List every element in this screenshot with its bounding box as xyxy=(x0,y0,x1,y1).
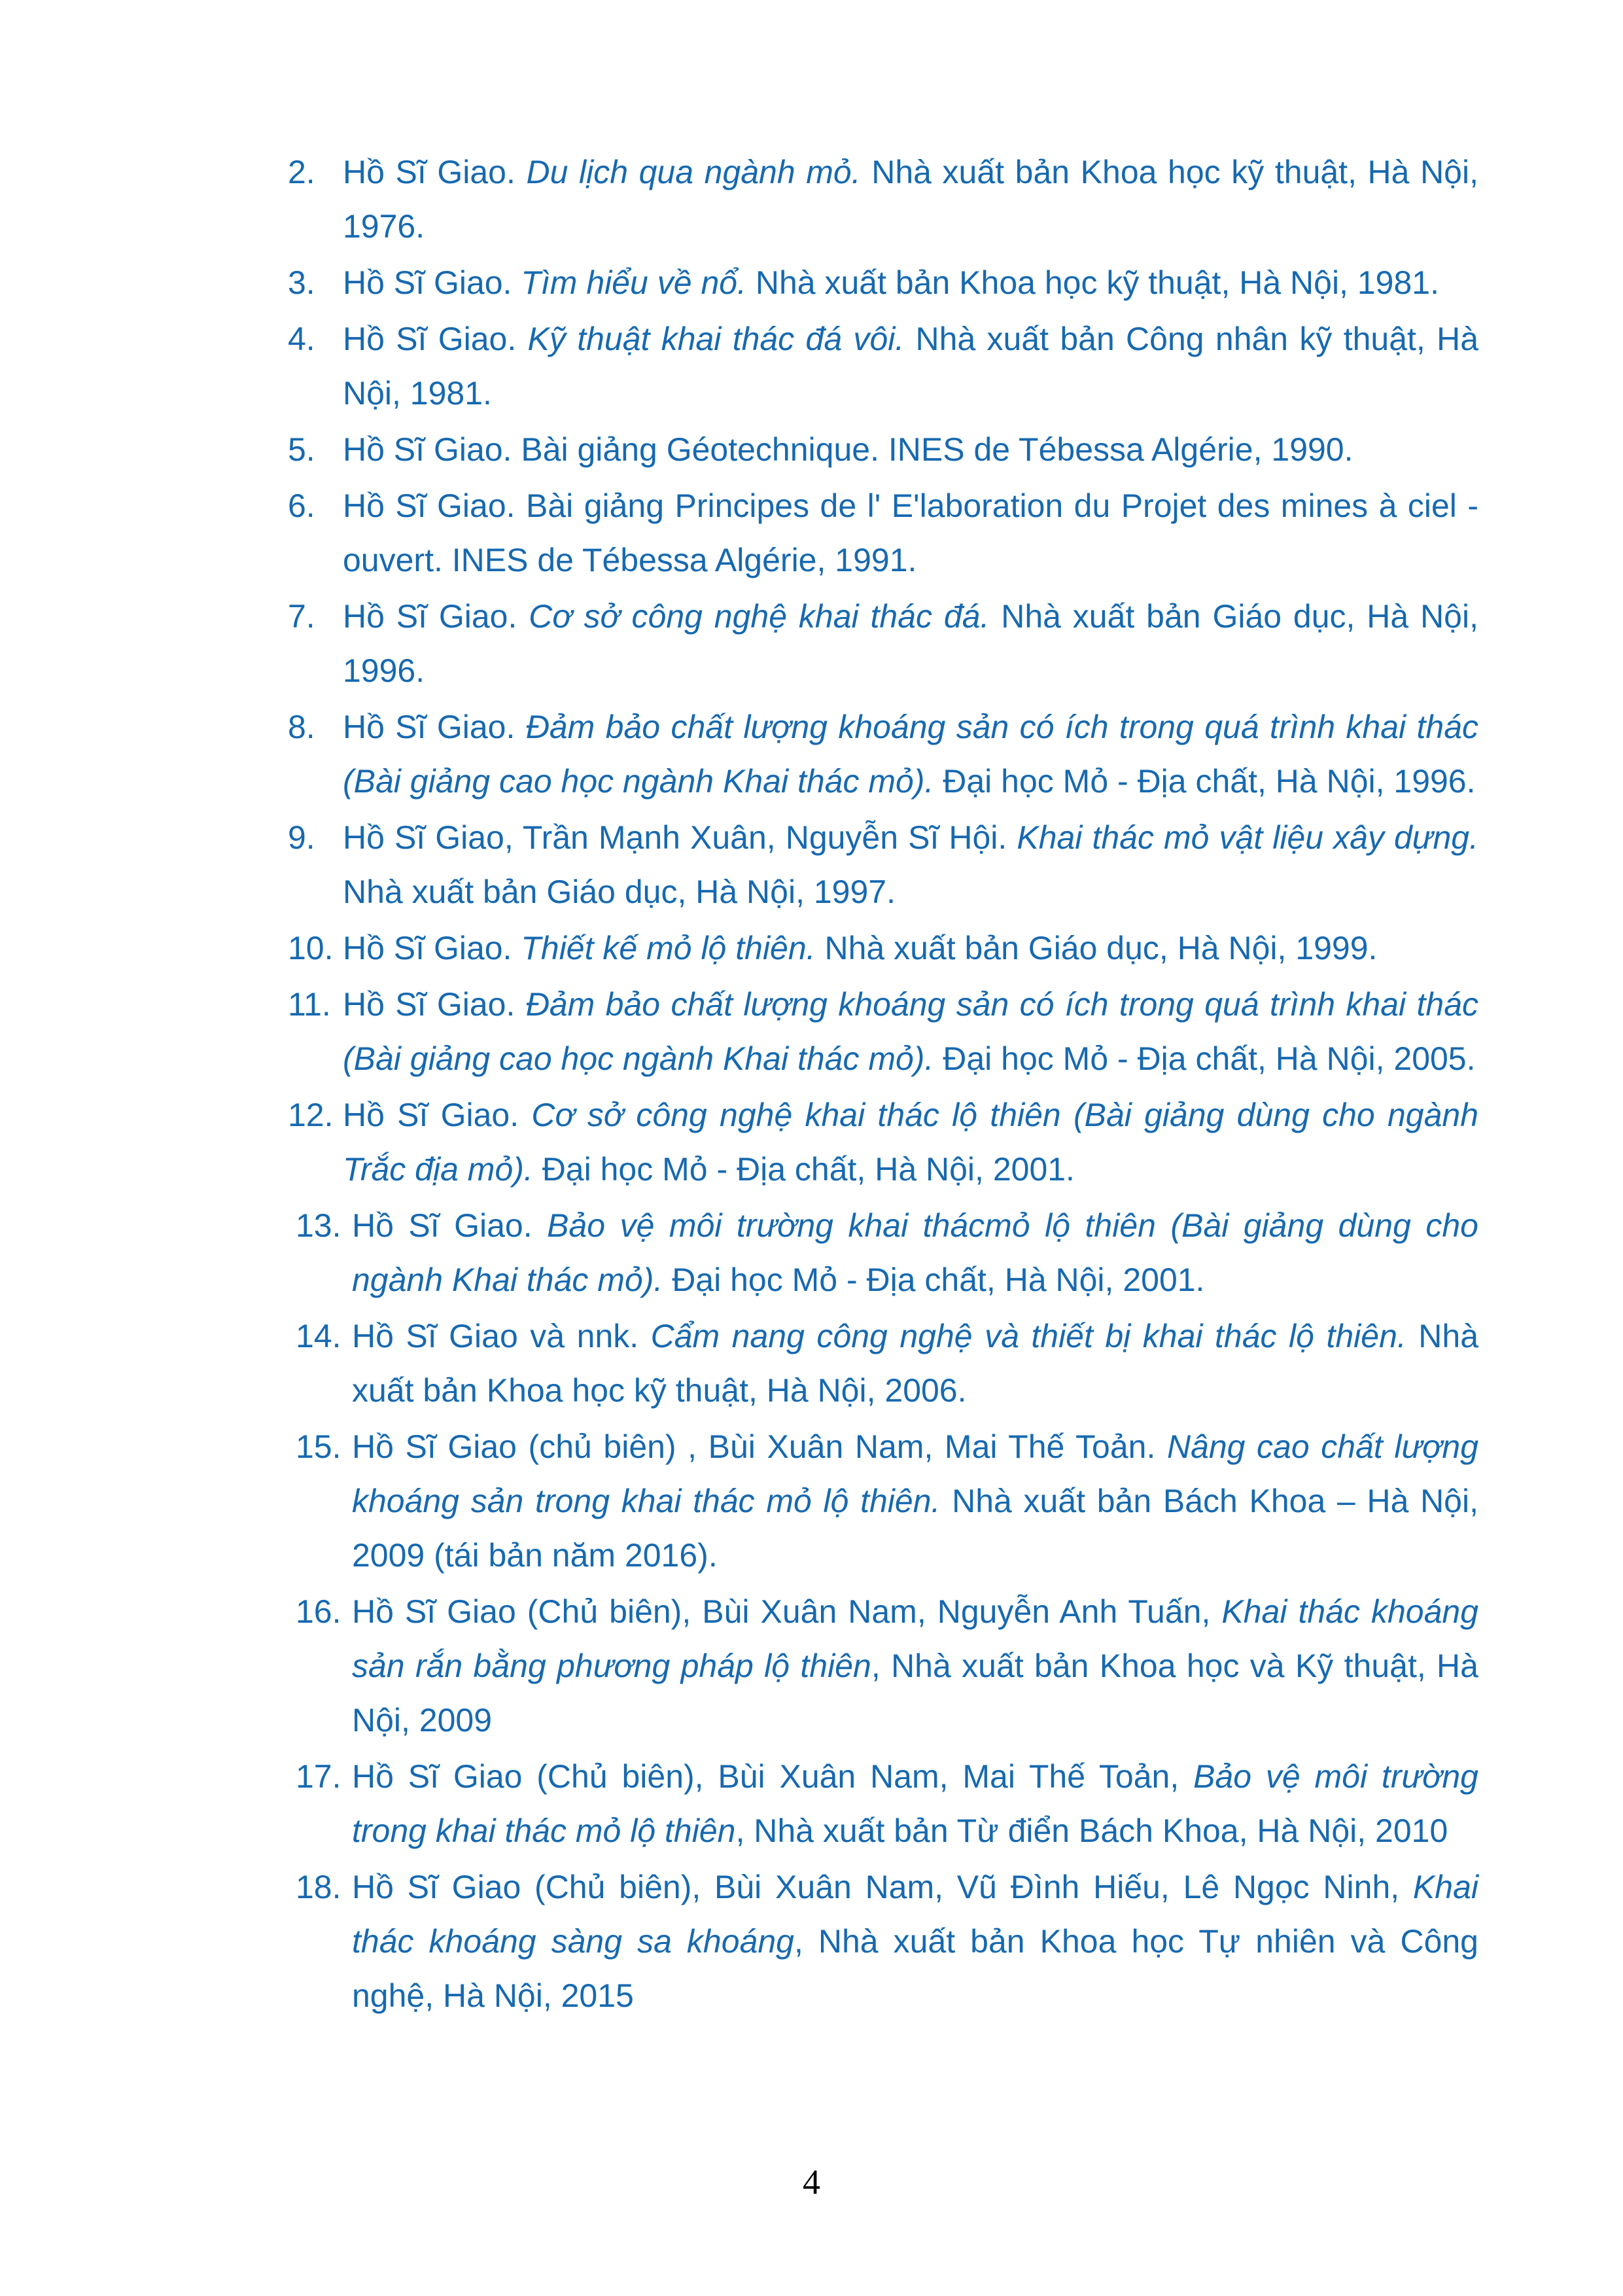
reference-number: 2. xyxy=(288,154,315,190)
reference-authors: Hồ Sĩ Giao (Chủ biên), Bùi Xuân Nam, Mai Thế Toản, xyxy=(352,1758,1194,1795)
reference-authors: Hồ Sĩ Giao. xyxy=(343,930,521,966)
reference-number: 15. xyxy=(296,1428,341,1465)
reference-item xyxy=(296,1199,1478,1307)
reference-publisher: Nhà xuất bản Khoa học kỹ thuật, Hà Nội, 2006. xyxy=(352,1318,1479,1409)
reference-number: 16. xyxy=(296,1593,341,1630)
reference-item xyxy=(288,145,1478,254)
reference-authors: Hồ Sĩ Giao (chủ biên) , Bùi Xuân Nam, Mai Thế Toản. xyxy=(352,1428,1167,1465)
reference-title: Nâng cao chất lượng khoáng sản trong khai thác mỏ lộ thiên. xyxy=(352,1428,1479,1519)
reference-publisher: Nhà xuất bản Khoa học kỹ thuật, Hà Nội, 1976. xyxy=(343,154,1478,245)
reference-item xyxy=(288,256,1478,310)
reference-number: 9. xyxy=(288,819,315,856)
reference-title: Bảo vệ môi trường trong khai thác mỏ lộ thiên xyxy=(352,1758,1478,1849)
reference-text xyxy=(288,700,1478,809)
reference-publisher: Nhà xuất bản Công nhân kỹ thuật, Hà Nội, 1981. xyxy=(343,321,1479,412)
reference-publisher: Đại học Mỏ - Địa chất, Hà Nội, 2005. xyxy=(934,1040,1476,1077)
reference-number: 12. xyxy=(288,1097,334,1133)
reference-authors: Hồ Sĩ Giao (Chủ biên), Bùi Xuân Nam, Vũ Đình Hiếu, Lê Ngọc Ninh, xyxy=(352,1869,1413,1905)
reference-number: 6. xyxy=(288,487,315,524)
reference-publisher: , Nhà xuất bản Khoa học và Kỹ thuật, Hà Nội, 2009 xyxy=(352,1648,1478,1739)
reference-publisher: Đại học Mỏ - Địa chất, Hà Nội, 1996. xyxy=(934,763,1476,800)
reference-text xyxy=(296,1309,1478,1418)
reference-number: 11. xyxy=(288,986,331,1023)
reference-title: Tìm hiểu về nổ. xyxy=(521,264,746,301)
reference-authors: Hồ Sĩ Giao. xyxy=(343,321,528,357)
reference-item xyxy=(288,811,1478,919)
reference-item xyxy=(288,590,1478,698)
reference-number: 8. xyxy=(288,709,315,745)
reference-text xyxy=(288,312,1478,421)
reference-text xyxy=(296,1199,1478,1307)
reference-publisher: , Nhà xuất bản Từ điển Bách Khoa, Hà Nội, 2010 xyxy=(735,1812,1448,1849)
reference-authors: Hồ Sĩ Giao. xyxy=(343,709,526,745)
reference-text xyxy=(288,479,1478,588)
reference-authors: Hồ Sĩ Giao. xyxy=(343,986,526,1023)
reference-publisher: Nhà xuất bản Khoa học kỹ thuật, Hà Nội, 1981. xyxy=(746,264,1439,301)
reference-authors: Hồ Sĩ Giao (Chủ biên), Bùi Xuân Nam, Nguyễn Anh Tuấn, xyxy=(352,1593,1222,1630)
reference-item xyxy=(296,1309,1478,1418)
reference-item xyxy=(288,479,1478,588)
reference-authors: Hồ Sĩ Giao. xyxy=(343,154,527,190)
reference-text xyxy=(288,811,1478,919)
reference-authors: Hồ Sĩ Giao. Bài giảng Géotechnique. INES de Tébessa Algérie, 1990. xyxy=(343,431,1353,468)
reference-item xyxy=(288,1088,1478,1197)
reference-title: Cơ sở công nghệ khai thác đá. xyxy=(529,598,990,635)
reference-item xyxy=(296,1750,1478,1858)
reference-publisher: Đại học Mỏ - Địa chất, Hà Nội, 2001. xyxy=(663,1262,1205,1298)
reference-authors: Hồ Sĩ Giao. xyxy=(343,598,529,635)
reference-item xyxy=(288,312,1478,421)
reference-item xyxy=(296,1585,1478,1748)
reference-title: Khai thác khoáng sàng sa khoáng xyxy=(352,1869,1478,1960)
reference-item xyxy=(288,978,1478,1086)
reference-publisher: Đại học Mỏ - Địa chất, Hà Nội, 2001. xyxy=(532,1151,1075,1188)
reference-publisher: , Nhà xuất bản Khoa học Tự nhiên và Công nghệ, Hà Nội, 2015 xyxy=(352,1923,1478,2014)
reference-text xyxy=(288,590,1478,698)
reference-text xyxy=(288,1088,1478,1197)
reference-title: Cơ sở công nghệ khai thác lộ thiên (Bài giảng dùng cho ngành Trắc địa mỏ). xyxy=(343,1097,1479,1188)
reference-text xyxy=(288,256,1478,310)
reference-publisher: Nhà xuất bản Giáo dục, Hà Nội, 1997. xyxy=(343,874,896,910)
reference-text xyxy=(288,978,1478,1086)
reference-number: 5. xyxy=(288,431,315,468)
reference-list xyxy=(288,145,1478,2025)
reference-number: 7. xyxy=(288,598,315,635)
reference-number: 13. xyxy=(296,1207,341,1244)
reference-text xyxy=(288,423,1478,477)
reference-item xyxy=(288,700,1478,809)
reference-number: 10. xyxy=(288,930,334,966)
reference-publisher: Nhà xuất bản Bách Khoa – Hà Nội, 2009 (tái bản năm 2016). xyxy=(352,1483,1478,1574)
reference-title: Đảm bảo chất lượng khoáng sản có ích trong quá trình khai thác (Bài giảng cao học ngành Khai thác mỏ). xyxy=(343,986,1478,1077)
reference-title: Khai thác khoáng sản rắn bằng phương pháp lộ thiên xyxy=(352,1593,1478,1684)
reference-title: Cẩm nang công nghệ và thiết bị khai thác lộ thiên. xyxy=(650,1318,1406,1354)
reference-title: Kỹ thuật khai thác đá vôi. xyxy=(527,321,905,357)
reference-item xyxy=(288,921,1478,976)
reference-title: Thiết kế mỏ lộ thiên. xyxy=(521,930,816,966)
reference-number: 3. xyxy=(288,264,315,301)
reference-item xyxy=(296,1860,1478,2023)
reference-authors: Hồ Sĩ Giao. xyxy=(343,1097,532,1133)
reference-title: Đảm bảo chất lượng khoáng sản có ích trong quá trình khai thác (Bài giảng cao học ngành Khai thác mỏ). xyxy=(343,709,1478,800)
reference-text xyxy=(296,1585,1478,1748)
reference-title: Khai thác mỏ vật liệu xây dựng. xyxy=(1017,819,1478,856)
reference-title: Bảo vệ môi trường khai thácmỏ lộ thiên (Bài giảng dùng cho ngành Khai thác mỏ). xyxy=(352,1207,1478,1298)
reference-number: 14. xyxy=(296,1318,341,1354)
reference-number: 17. xyxy=(296,1758,341,1795)
reference-text xyxy=(296,1750,1478,1858)
reference-authors: Hồ Sĩ Giao. Bài giảng Principes de l' E'laboration du Projet des mines à ciel - ouvert. INES de Tébessa Algérie, 1991. xyxy=(343,487,1478,578)
reference-text xyxy=(296,1860,1478,2023)
reference-text xyxy=(296,1420,1478,1583)
reference-item xyxy=(288,423,1478,477)
reference-text xyxy=(288,921,1478,976)
reference-authors: Hồ Sĩ Giao. xyxy=(352,1207,548,1244)
reference-publisher: Nhà xuất bản Giáo dục, Hà Nội, 1999. xyxy=(815,930,1378,966)
reference-authors: Hồ Sĩ Giao và nnk. xyxy=(352,1318,651,1354)
page-number: 4 xyxy=(803,2163,820,2202)
reference-number: 4. xyxy=(288,321,315,357)
reference-publisher: Nhà xuất bản Giáo dục, Hà Nội, 1996. xyxy=(343,598,1478,689)
reference-text xyxy=(288,145,1478,254)
reference-number: 18. xyxy=(296,1869,341,1905)
reference-item xyxy=(296,1420,1478,1583)
reference-authors: Hồ Sĩ Giao. xyxy=(343,264,521,301)
reference-title: Du lịch qua ngành mỏ. xyxy=(526,154,861,190)
reference-authors: Hồ Sĩ Giao, Trần Mạnh Xuân, Nguyễn Sĩ Hội. xyxy=(343,819,1017,856)
